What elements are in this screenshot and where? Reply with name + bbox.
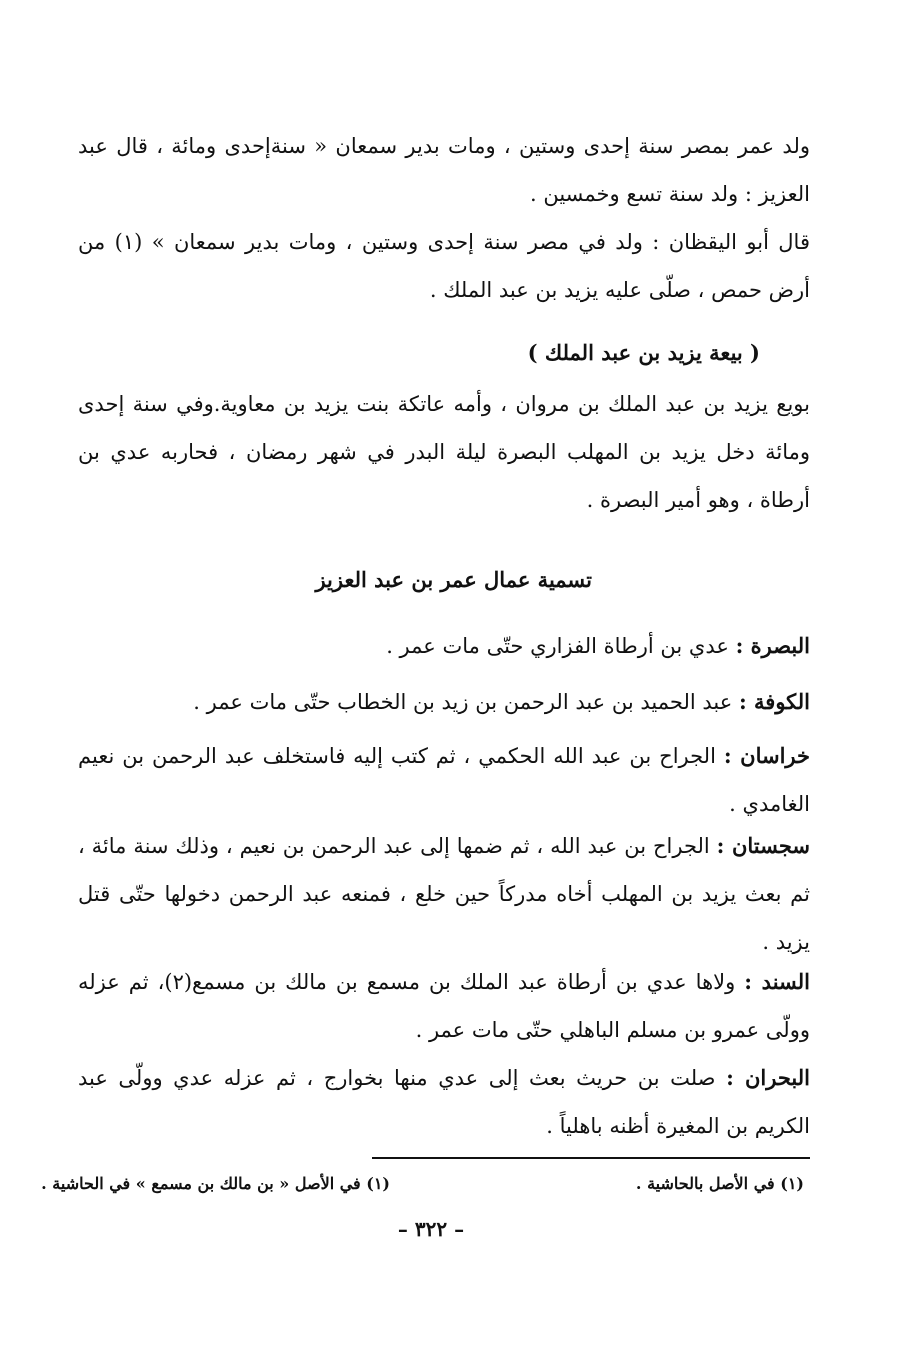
place-name: خراسان : (723, 743, 810, 768)
paragraph-text: بويع يزيد بن عبد الملك بن مروان ، وأمه عاتكة بنت يزيد بن معاوية.وفي سنة إحدى ومائة دخل يزيد بن المهلب البصرة ليلة البدر في شهر رمضان ، فحاربه عدي بن أرطاة ، وهو أمير البصرة . (78, 392, 810, 512)
paragraph-text: قال أبو اليقظان : ولد في مصر سنة إحدى وستين ، ومات بدير سمعان » (١) من أرض حمص ، صلّى عليه يزيد بن عبد الملك . (78, 230, 810, 302)
entry-text: الجراح بن عبد الله ، ثم ضمها إلى عبد الرحمن بن نعيم ، وذلك سنة مائة ، ثم بعث يزيد بن المهلب أخاه مدركاً حين خلع ، فمنعه عبد الرحمن دخولها حتّى قتل يزيد . (78, 834, 810, 954)
section-heading-bay-a: ( بيعة يزيد بن عبد الملك ) (527, 340, 760, 365)
governor-entry-kufa (78, 678, 810, 726)
paragraph-text: ولد عمر بمصر سنة إحدى وستين ، ومات بدير سمعان « سنةإحدى ومائة ، قال عبد العزيز : ولد سنة تسع وخمسين . (78, 134, 810, 206)
governor-entry-sind (78, 958, 810, 1054)
governor-entry-bahrain (78, 1054, 810, 1150)
place-name: البصرة : (735, 633, 810, 658)
paragraph-bay-a (78, 380, 810, 524)
place-name: السند : (744, 969, 810, 994)
governor-entry-khurasan (78, 732, 810, 828)
place-name: سجستان : (716, 833, 810, 858)
footnote-2: (١) في الأصل « بن مالك بن مسمع » في الحاشية . (41, 1174, 390, 1193)
paragraph-abu-al-yaqzan (78, 218, 810, 314)
place-name: الكوفة : (738, 689, 810, 714)
entry-text: الجراح بن عبد الله الحكمي ، ثم كتب إليه فاستخلف عبد الرحمن بن نعيم الغامدي . (78, 744, 810, 816)
entry-text: عبد الحميد بن عبد الرحمن بن زيد بن الخطاب حتّى مات عمر . (193, 690, 733, 714)
paragraph-birth-death (78, 122, 810, 218)
entry-text: صلت بن حريث بعث إلى عدي منها بخوارج ، ثم عزله عدي وولّى عبد الكريم بن المغيرة أظنه باهلياً . (78, 1066, 810, 1138)
governor-entry-basra (78, 622, 810, 670)
entry-text: ولاها عدي بن أرطاة عبد الملك بن مسمع بن مالك بن مسمع(٢)، ثم عزله وولّى عمرو بن مسلم الباهلي حتّى مات عمر . (78, 970, 810, 1042)
footnote-separator (372, 1157, 810, 1159)
entry-text: عدي بن أرطاة الفزاري حتّى مات عمر . (386, 634, 729, 658)
section-heading-governors: تسمية عمال عمر بن عبد العزيز (315, 567, 592, 592)
footnote-1: (١) في الأصل بالحاشية . (635, 1174, 804, 1193)
place-name: البحران : (726, 1065, 810, 1090)
page-number: – ٣٢٢ – (397, 1217, 465, 1241)
governor-entry-sijistan (78, 822, 810, 966)
